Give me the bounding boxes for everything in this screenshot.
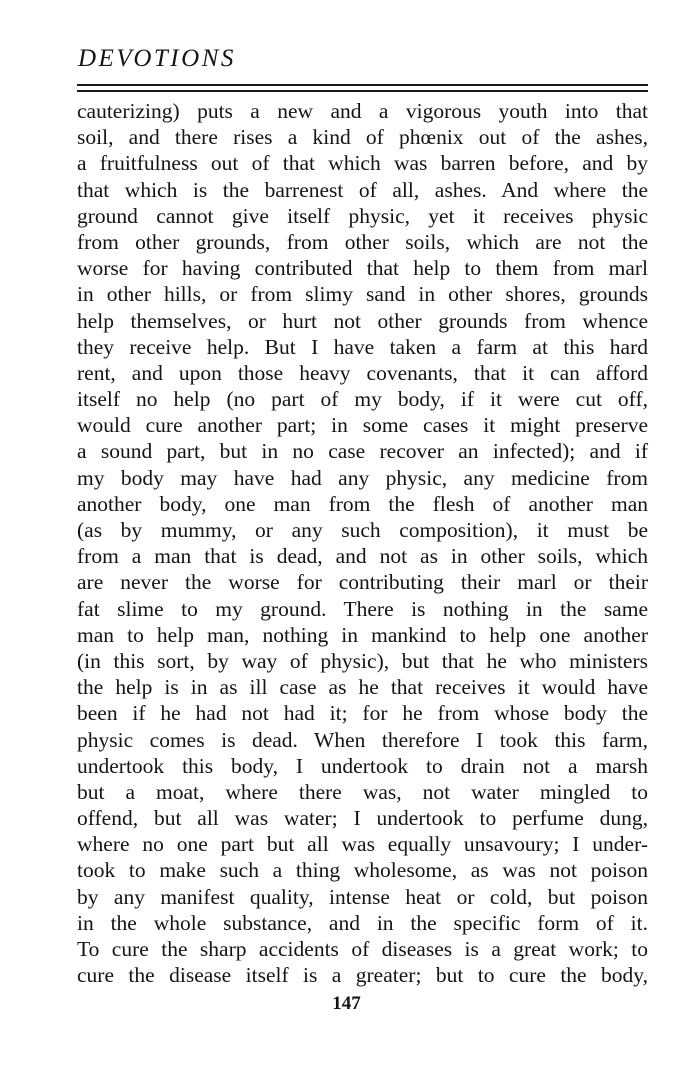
text-line: (as by mummy, or any such composition), it must be [77, 518, 648, 542]
running-head: DEVOTIONS [78, 45, 236, 72]
text-line: fat slime to my ground. There is nothing in the same [77, 596, 648, 621]
text-line: a fruitfulness out of that which was barren before, and by [77, 151, 648, 176]
text-line: rent, and upon those heavy covenants, that it can afford [77, 360, 648, 385]
text-line: (in this sort, by way of physic), but that he who ministers [77, 648, 648, 673]
text-line: itself no help (no part of my body, if it were cut off, [77, 387, 648, 412]
header-rule-lower [77, 90, 648, 92]
text-line: undertook this body, I undertook to drain not a marsh [77, 753, 648, 778]
text-line: by any manifest quality, intense heat or cold, but poison [77, 884, 648, 909]
text-line: the help is in as ill case as he that receives it would have [77, 675, 648, 700]
text-line: from other grounds, from other soils, which are not the [77, 229, 648, 254]
text-line: in other hills, or from slimy sand in other shores, grounds [77, 282, 648, 307]
text-line: that which is the barrenest of all, ashes. And where the [77, 177, 648, 202]
text-line: they receive help. But I have taken a farm at this hard [77, 334, 648, 359]
text-line: offend, but all was water; I undertook to perfume dung, [77, 806, 648, 831]
text-line: soil, and there rises a kind of phœnix out of the ashes, [77, 125, 648, 150]
text-line: a sound part, but in no case recover an infected); and if [77, 439, 648, 464]
text-line: man to help man, nothing in mankind to help one another [77, 622, 648, 647]
text-line: took to make such a thing wholesome, as was not poison [77, 858, 648, 883]
text-line: worse for having contributed that help to them from marl [77, 256, 648, 281]
text-line: my body may have had any physic, any medicine from [77, 465, 648, 490]
text-line: are never the worse for contributing their marl or their [77, 570, 648, 595]
text-line: would cure another part; in some cases it might preserve [77, 413, 648, 438]
text-line: been if he had not had it; for he from whose body the [77, 701, 648, 726]
text-line: another body, one man from the flesh of another man [77, 491, 648, 516]
text-line: but a moat, where there was, not water mingled to [77, 779, 648, 804]
page-number: 147 [332, 993, 361, 1014]
text-line: from a man that is dead, and not as in other soils, which [77, 544, 648, 569]
text-line: ground cannot give itself physic, yet it receives physic [77, 203, 648, 228]
text-line: help themselves, or hurt not other grounds from whence [77, 308, 648, 333]
text-line: physic comes is dead. When therefore I took this farm, [77, 727, 648, 752]
text-line: cauterizing) puts a new and a vigorous youth into that [77, 99, 648, 123]
text-line: cure the disease itself is a greater; but to cure the body, [77, 963, 648, 988]
text-line: in the whole substance, and in the specific form of it. [77, 910, 648, 935]
body-text [77, 98, 648, 988]
text-line: where no one part but all was equally unsavoury; I under- [77, 832, 648, 857]
header-rule-upper [77, 84, 648, 86]
text-line: To cure the sharp accidents of diseases is a great work; to [77, 937, 648, 961]
